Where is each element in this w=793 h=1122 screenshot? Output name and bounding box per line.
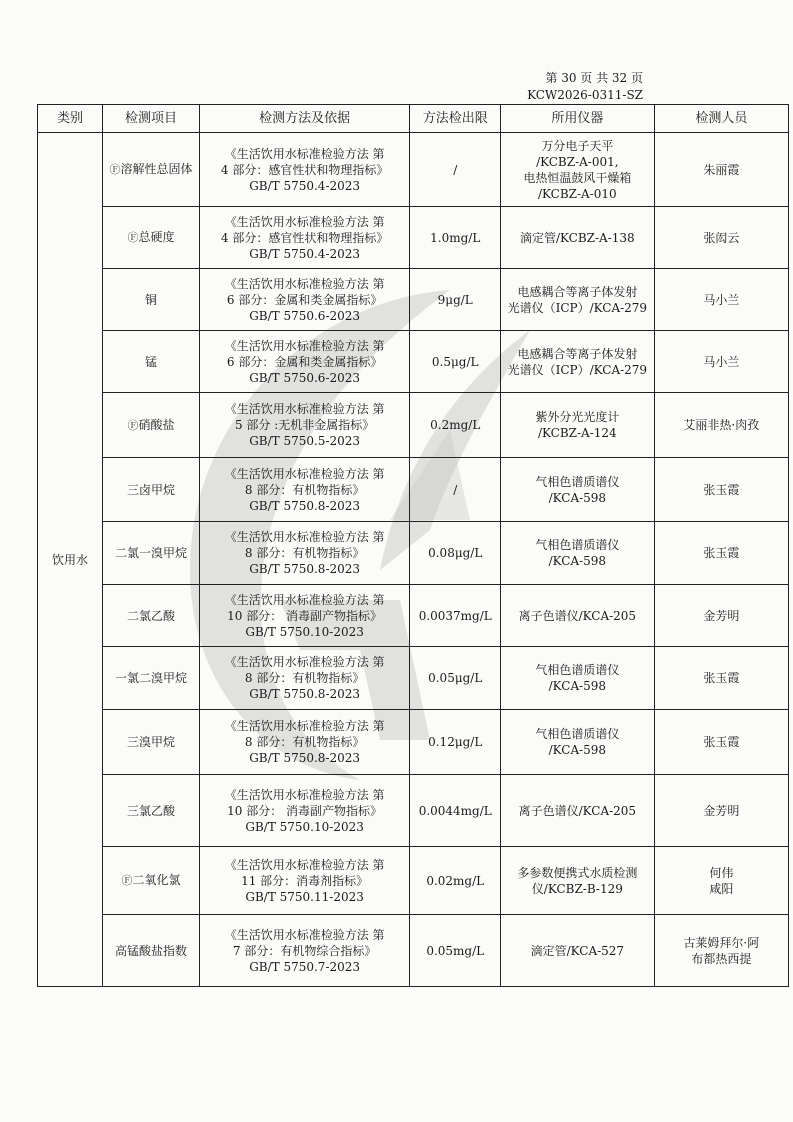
instrument-line: 多参数便携式水质检测 <box>517 865 638 880</box>
item-cell <box>103 207 200 269</box>
item-name: 高锰酸盐指数 <box>114 943 187 958</box>
instrument-line: 气相色谱质谱仪 <box>535 474 620 489</box>
method-line: GB/T 5750.4-2023 <box>249 246 361 261</box>
item-cell <box>103 522 200 585</box>
item-cell <box>103 585 200 647</box>
instrument-line: 万分电子天平 <box>541 138 614 153</box>
item-cell <box>103 710 200 775</box>
limit-cell: 0.0037mg/L <box>410 585 501 647</box>
person-line: 张玉霞 <box>703 482 740 497</box>
table-row <box>38 269 789 331</box>
instrument-line: 气相色谱质谱仪 <box>535 663 620 677</box>
method-line: GB/T 5750.6-2023 <box>249 370 361 385</box>
instrument-line: /KCBZ-A-124 <box>537 426 617 440</box>
limit-cell: / <box>410 458 501 522</box>
person-cell <box>654 207 788 269</box>
method-cell <box>199 710 410 775</box>
limit-cell: 0.05μg/L <box>410 647 501 710</box>
person-line: 马小兰 <box>703 354 740 369</box>
limit-cell: 0.0044mg/L <box>410 775 501 847</box>
method-line: 7 部分：有机物综合指标》 <box>232 943 377 958</box>
method-line: 《生活饮用水标准检验方法 第 <box>224 466 385 481</box>
method-line: GB/T 5750.5-2023 <box>249 434 361 448</box>
method-line: 《生活饮用水标准检验方法 第 <box>224 592 385 607</box>
method-line: 5 部分 :无机非金属指标》 <box>234 418 375 432</box>
instrument-cell <box>501 522 655 585</box>
instrument-line: /KCBZ-A-010 <box>537 186 617 201</box>
method-line: 4 部分：感官性状和物理指标》 <box>220 162 389 177</box>
method-line: GB/T 5750.8-2023 <box>249 562 361 576</box>
page-info <box>527 70 643 104</box>
instrument-cell <box>501 847 655 915</box>
method-line: GB/T 5750.10-2023 <box>245 819 364 834</box>
header-method: 检测方法及依据 <box>199 105 410 133</box>
test-method-table <box>37 104 789 987</box>
person-line: 马小兰 <box>703 292 740 307</box>
method-cell <box>199 847 410 915</box>
instrument-cell <box>501 207 655 269</box>
method-cell <box>199 331 410 393</box>
header-category: 类别 <box>38 105 103 133</box>
item-name: 硝酸盐 <box>138 417 175 432</box>
item-name: 铜 <box>144 292 157 307</box>
item-cell <box>103 647 200 710</box>
instrument-cell <box>501 269 655 331</box>
instrument-line: 离子色谱仪/KCA-205 <box>518 608 637 623</box>
header-instrument: 所用仪器 <box>501 105 655 133</box>
item-name: 溶解性总固体 <box>120 162 193 176</box>
method-cell <box>199 393 410 458</box>
instrument-line: 电感耦合等离子体发射 <box>517 346 638 361</box>
item-cell <box>103 393 200 458</box>
method-line: 《生活饮用水标准检验方法 第 <box>224 787 385 802</box>
instrument-line: 光谱仪（ICP）/KCA-279 <box>507 300 648 315</box>
instrument-line: 气相色谱质谱仪 <box>535 538 620 552</box>
person-cell <box>654 393 788 458</box>
header-person: 检测人员 <box>654 105 788 133</box>
person-line: 张玉霞 <box>703 546 740 560</box>
limit-cell: 0.02mg/L <box>410 847 501 915</box>
item-cell <box>103 847 200 915</box>
person-line: 金芳明 <box>703 608 740 623</box>
method-line: 《生活饮用水标准检验方法 第 <box>224 927 385 942</box>
table-header-row <box>38 105 789 133</box>
table-row <box>38 585 789 647</box>
page-number: 第 30 页 共 32 页 <box>545 71 643 85</box>
limit-cell: 0.12μg/L <box>410 710 501 775</box>
method-line: GB/T 5750.8-2023 <box>249 687 361 701</box>
instrument-line: 光谱仪（ICP）/KCA-279 <box>507 362 648 377</box>
method-line: 《生活饮用水标准检验方法 第 <box>224 214 385 229</box>
table-body <box>38 133 789 987</box>
instrument-line: /KCA-598 <box>548 679 607 693</box>
method-line: 《生活饮用水标准检验方法 第 <box>224 402 385 416</box>
method-line: GB/T 5750.8-2023 <box>249 498 361 513</box>
item-name: 三卤甲烷 <box>126 482 175 497</box>
item-name: 三氯乙酸 <box>126 803 175 818</box>
method-cell <box>199 207 410 269</box>
table-row <box>38 775 789 847</box>
item-name: 二氯一溴甲烷 <box>114 546 187 560</box>
instrument-cell <box>501 133 655 207</box>
instrument-line: 紫外分光光度计 <box>535 410 620 424</box>
item-name: 锰 <box>144 354 157 369</box>
instrument-cell <box>501 331 655 393</box>
instrument-line: /KCA-598 <box>548 490 607 505</box>
instrument-line: 滴定管/KCBZ-A-138 <box>519 230 635 245</box>
instrument-line: 离子色谱仪/KCA-205 <box>518 803 637 818</box>
instrument-cell <box>501 585 655 647</box>
instrument-line: /KCA-598 <box>548 554 607 568</box>
table-row <box>38 458 789 522</box>
instrument-cell <box>501 775 655 847</box>
item-name: 三溴甲烷 <box>126 735 175 749</box>
person-cell <box>654 915 788 987</box>
method-line: 《生活饮用水标准检验方法 第 <box>224 276 385 291</box>
method-cell <box>199 133 410 207</box>
method-cell <box>199 458 410 522</box>
person-line: 古莱姆拜尔·阿 <box>683 935 760 950</box>
method-line: 6 部分：金属和类金属指标》 <box>226 354 383 369</box>
person-cell <box>654 331 788 393</box>
method-cell <box>199 522 410 585</box>
person-cell <box>654 458 788 522</box>
instrument-cell <box>501 915 655 987</box>
method-line: 11 部分：消毒剂指标》 <box>241 873 369 888</box>
limit-cell: 0.2mg/L <box>410 393 501 458</box>
instrument-line: 电热恒温鼓风干燥箱 <box>523 170 632 185</box>
method-line: GB/T 5750.11-2023 <box>245 889 364 904</box>
limit-cell: 1.0mg/L <box>410 207 501 269</box>
person-cell <box>654 775 788 847</box>
person-cell <box>654 647 788 710</box>
person-line: 朱丽霞 <box>703 162 740 177</box>
item-cell <box>103 775 200 847</box>
instrument-cell <box>501 393 655 458</box>
person-line: 艾丽非热·肉孜 <box>683 418 760 432</box>
person-cell <box>654 269 788 331</box>
method-line: 《生活饮用水标准检验方法 第 <box>224 530 385 544</box>
item-name: 二氧化氯 <box>132 873 181 887</box>
person-line: 金芳明 <box>703 803 740 818</box>
method-line: GB/T 5750.4-2023 <box>249 178 361 193</box>
table-row <box>38 331 789 393</box>
f-mark-icon: Ⓕ <box>121 874 133 887</box>
method-cell <box>199 269 410 331</box>
limit-cell: 0.08μg/L <box>410 522 501 585</box>
method-line: 6 部分：金属和类金属指标》 <box>226 292 383 307</box>
instrument-line: 电感耦合等离子体发射 <box>517 284 638 299</box>
header-item: 检测项目 <box>103 105 200 133</box>
method-cell <box>199 775 410 847</box>
instrument-line: 滴定管/KCA-527 <box>530 943 625 958</box>
person-line: 何伟 <box>709 865 734 880</box>
person-line: 张闳云 <box>703 230 740 245</box>
table-row <box>38 710 789 775</box>
item-name: 二氯乙酸 <box>126 608 175 623</box>
table-row <box>38 647 789 710</box>
category-cell: 饮用水 <box>38 133 103 987</box>
method-cell <box>199 915 410 987</box>
f-mark-icon: Ⓕ <box>109 163 121 176</box>
instrument-line: /KCBZ-A-001, <box>536 154 619 169</box>
method-line: 4 部分：感官性状和物理指标》 <box>220 230 389 245</box>
method-line: 《生活饮用水标准检验方法 第 <box>224 719 385 733</box>
method-line: 《生活饮用水标准检验方法 第 <box>224 857 385 872</box>
method-cell <box>199 585 410 647</box>
method-cell <box>199 647 410 710</box>
method-line: GB/T 5750.7-2023 <box>249 959 361 974</box>
person-line: 张玉霞 <box>703 671 740 685</box>
item-cell <box>103 133 200 207</box>
item-name: 一氯二溴甲烷 <box>114 671 187 685</box>
person-cell <box>654 710 788 775</box>
method-line: 8 部分：有机物指标》 <box>244 671 365 685</box>
limit-cell: / <box>410 133 501 207</box>
instrument-line: 仪/KCBZ-B-129 <box>531 881 623 896</box>
method-line: GB/T 5750.10-2023 <box>245 624 364 639</box>
person-line: 布都热西提 <box>691 951 752 966</box>
item-cell <box>103 331 200 393</box>
header-limit: 方法检出限 <box>410 105 501 133</box>
person-cell <box>654 133 788 207</box>
person-cell <box>654 847 788 915</box>
method-line: GB/T 5750.6-2023 <box>249 308 361 323</box>
table-row <box>38 207 789 269</box>
table-row <box>38 133 789 207</box>
method-line: 《生活饮用水标准检验方法 第 <box>224 338 385 353</box>
report-number: KCW2026-0311-SZ <box>527 88 643 102</box>
table-row <box>38 393 789 458</box>
person-cell <box>654 522 788 585</box>
method-line: 《生活饮用水标准检验方法 第 <box>224 655 385 669</box>
table-row <box>38 522 789 585</box>
table-row <box>38 847 789 915</box>
instrument-cell <box>501 647 655 710</box>
instrument-cell <box>501 710 655 775</box>
person-cell <box>654 585 788 647</box>
method-line: 《生活饮用水标准检验方法 第 <box>224 146 385 161</box>
method-line: 8 部分：有机物指标》 <box>244 735 365 749</box>
limit-cell: 9μg/L <box>410 269 501 331</box>
instrument-line: /KCA-598 <box>548 743 607 757</box>
method-line: 10 部分： 消毒副产物指标》 <box>227 608 383 623</box>
instrument-cell <box>501 458 655 522</box>
method-line: 8 部分：有机物指标》 <box>244 482 365 497</box>
limit-cell: 0.05mg/L <box>410 915 501 987</box>
method-line: 8 部分：有机物指标》 <box>244 546 365 560</box>
limit-cell: 0.5μg/L <box>410 331 501 393</box>
f-mark-icon: Ⓕ <box>127 231 139 244</box>
item-cell <box>103 269 200 331</box>
method-line: 10 部分： 消毒副产物指标》 <box>227 803 383 818</box>
table-row <box>38 915 789 987</box>
item-cell <box>103 915 200 987</box>
f-mark-icon: Ⓕ <box>127 418 139 432</box>
person-line: 张玉霞 <box>703 735 740 749</box>
item-name: 总硬度 <box>138 230 175 244</box>
instrument-line: 气相色谱质谱仪 <box>535 727 620 741</box>
person-line: 咸阳 <box>709 881 734 896</box>
method-line: GB/T 5750.8-2023 <box>249 751 361 765</box>
item-cell <box>103 458 200 522</box>
